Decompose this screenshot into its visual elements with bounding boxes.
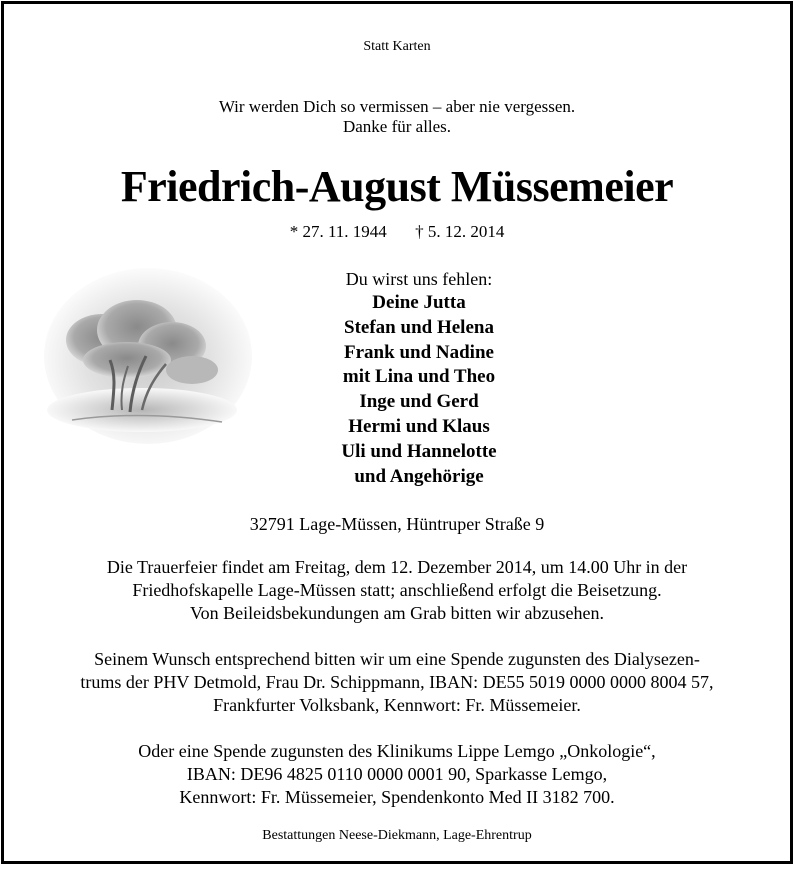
funeral-text-line-2: Friedhofskapelle Lage-Müssen statt; anschließend erfolgt die Beisetzung.	[132, 580, 662, 600]
funeral-text-line-1: Die Trauerfeier findet am Freitag, dem 12. Dezember 2014, um 14.00 Uhr in der	[106, 557, 688, 577]
family-address: 32791 Lage-Müssen, Hüntruper Straße 9	[249, 514, 545, 534]
tree-illustration-icon	[42, 260, 254, 448]
birth-date: * 27. 11. 1944	[289, 222, 387, 241]
life-dates	[4, 222, 790, 242]
death-date: † 5. 12. 2014	[415, 222, 505, 241]
mourners-list	[254, 267, 584, 489]
mourner-name: Stefan und Helena	[344, 316, 494, 338]
mourner-name: Hermi und Klaus	[348, 415, 490, 437]
donation2-text-line-1: Oder eine Spende zugunsten des Klinikums Lippe Lemgo „Onkologie“,	[138, 741, 656, 761]
statt-karten-heading: Statt Karten	[363, 39, 431, 54]
donation2-text-line-2: IBAN: DE96 4825 0110 0000 0001 90, Sparkasse Lemgo,	[186, 764, 608, 784]
motto-line-1: Wir werden Dich so vermissen – aber nie vergessen.	[218, 97, 576, 116]
undertaker-footer: Bestattungen Neese-Diekmann, Lage-Ehrentrup	[262, 828, 532, 843]
mourners-intro: Du wirst uns fehlen:	[345, 269, 493, 289]
donation-text-line-2: trums der PHV Detmold, Frau Dr. Schippmann, IBAN: DE55 5019 0000 0000 8004 57,	[80, 672, 714, 692]
donation-text-line-3: Frankfurter Volksbank, Kennwort: Fr. Müssemeier.	[213, 695, 581, 715]
motto-line-2: Danke für alles.	[342, 117, 452, 136]
mourner-name: Deine Jutta	[372, 292, 466, 313]
mourner-name: und Angehörige	[354, 465, 484, 487]
mourner-name: mit Lina und Theo	[342, 366, 496, 388]
mourner-name: Frank und Nadine	[344, 341, 494, 363]
funeral-text-line-3: Von Beileidsbekundungen am Grab bitten wir abzusehen.	[189, 603, 605, 623]
donation-text-line-1: Seinem Wunsch entsprechend bitten wir um eine Spende zugunsten des Dialysezen-	[94, 649, 700, 669]
obituary-notice	[1, 1, 793, 864]
mourner-name: Uli und Hannelotte	[341, 440, 497, 462]
deceased-name: Friedrich-August Müssemeier	[120, 162, 674, 211]
donation2-text-line-3: Kennwort: Fr. Müssemeier, Spendenkonto Med II 3182 700.	[179, 787, 615, 807]
mourner-name: Inge und Gerd	[359, 391, 479, 413]
